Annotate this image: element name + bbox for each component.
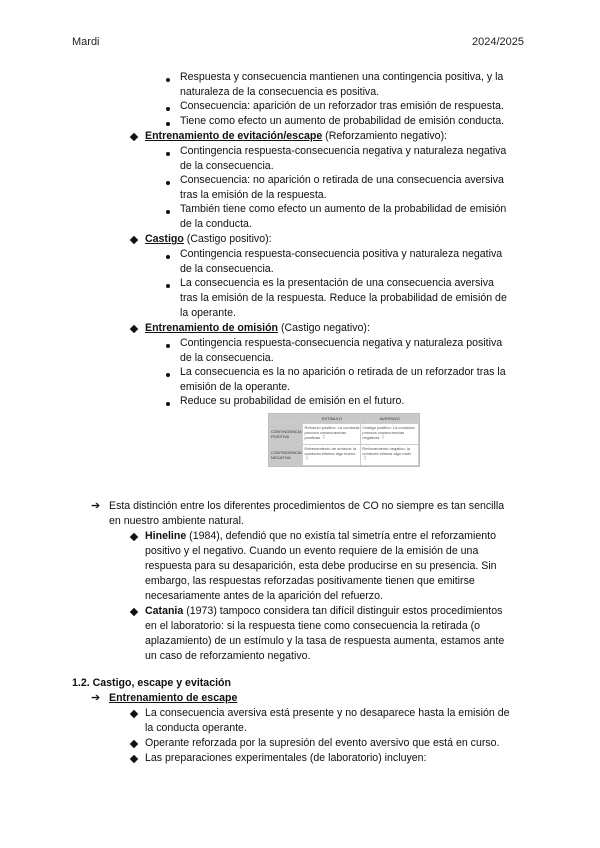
text-line: Consecuencia: aparición de un reforzador tras emisión de respuesta. — [180, 100, 504, 112]
fig-cell — [303, 445, 361, 466]
arrow-up-icon: ⇧ — [362, 456, 368, 462]
text-span: (1973) tampoco considera tan difícil distinguir estos procedimientos — [183, 605, 503, 617]
diamond-bullet-icon — [130, 755, 138, 763]
heading-castigo — [145, 232, 272, 247]
text-line: de la conducta. — [180, 218, 252, 230]
bullet-dot — [166, 255, 170, 259]
bullet-dot — [166, 284, 170, 288]
section-title: 1.2. Castigo, escape y evitación — [72, 677, 231, 689]
text-line: la operante. — [180, 307, 236, 319]
fig-col-header: ESTÍMULO — [303, 415, 361, 424]
bullet-dot — [166, 210, 170, 214]
bullet-dot — [166, 78, 170, 82]
fig-cell — [361, 445, 419, 466]
heading-evitacion — [145, 129, 447, 144]
heading-omision-rest: (Castigo negativo): — [278, 322, 370, 334]
fig-row-header: CONTINGENCIA POSITIVA — [270, 424, 303, 445]
bullet-dot — [166, 373, 170, 377]
bullet-dot — [166, 107, 170, 111]
fig-cell-text: Entrenamiento de omisión: la conducta elimina algo bueno — [304, 446, 357, 456]
heading-evitacion-rest: (Reforzamiento negativo): — [322, 130, 448, 142]
fig-cell-text: Reforzamiento negativo: la conducta elimina algo malo — [362, 446, 411, 456]
text-line: La consecuencia es la presentación de una consecuencia aversiva — [180, 277, 494, 289]
heading-castigo-title: Castigo — [145, 233, 184, 245]
diamond-bullet-icon — [130, 740, 138, 748]
text-line: Operante reforzada por la supresión del evento aversivo que está en curso. — [145, 737, 500, 749]
text-line: necesariamente antes de la aparición del refuerzo. — [145, 590, 383, 602]
header-left: Mardi — [72, 36, 100, 48]
text-line: emisión de la operante. — [180, 381, 291, 393]
text-line: Contingencia respuesta-consecuencia positiva y naturaleza negativa — [180, 248, 503, 260]
text-line: de la consecuencia. — [180, 263, 274, 275]
text-line: en nuestro ambiente natural. — [109, 515, 244, 527]
text-line: respuesta para su desaparición, esta debe producirse en su presencia. Sin — [145, 560, 497, 572]
text-line: de la consecuencia. — [180, 352, 274, 364]
arrow-up-icon: ⇧ — [321, 435, 327, 441]
diamond-bullet-icon — [130, 608, 138, 616]
text-span: (1984), defendió que no existía tal simetría entre el reforzamiento — [186, 530, 496, 542]
text-line: de la consecuencia. — [180, 160, 274, 172]
heading-evitacion-title: Entrenamiento de evitación/escape — [145, 130, 323, 142]
heading-omision — [145, 321, 370, 336]
bullet-dot — [166, 344, 170, 348]
text-line: Contingencia respuesta-consecuencia negativa y naturaleza positiva — [180, 337, 503, 349]
arrow-down-icon: ⇩ — [380, 435, 386, 441]
text-line: La consecuencia es la no aparición o retirada de un reforzador tras la — [180, 366, 506, 378]
hineline-line — [145, 529, 496, 544]
summary-table-figure — [268, 413, 420, 467]
diamond-bullet-icon — [130, 236, 138, 244]
text-line: Consecuencia: no aparición o retirada de una consecuencia aversiva — [180, 174, 504, 186]
diamond-bullet-icon — [130, 710, 138, 718]
text-line: un caso de reforzamiento negativo. — [145, 650, 311, 662]
text-line: tras la emisión de la respuesta. — [180, 189, 327, 201]
text-line: naturaleza de la consecuencia es positiva. — [180, 86, 380, 98]
text-line: aplazamiento) de un estímulo y la tasa de respuesta aumenta, estamos ante — [145, 635, 505, 647]
author-hineline: Hineline — [145, 530, 187, 542]
arrow-down-icon: ⇩ — [304, 456, 310, 462]
text-line: La consecuencia aversiva está presente y no desaparece hasta la emisión de — [145, 707, 510, 719]
bullet-dot — [166, 122, 170, 126]
text-line: Tiene como efecto un aumento de probabilidad de emisión conducta. — [180, 115, 505, 127]
diamond-bullet-icon — [130, 325, 138, 333]
fig-corner — [270, 415, 303, 424]
heading-castigo-rest: (Castigo positivo): — [183, 233, 272, 245]
text-line: positivo y el negativo. Cuando un evento requiere de la emisión de una — [145, 545, 479, 557]
arrow-right-icon: ➔ — [91, 692, 101, 704]
text-line: Las preparaciones experimentales (de laboratorio) incluyen: — [145, 752, 427, 764]
text-line: en el laboratorio: si la respuesta tiene como consecuencia la retirada (o — [145, 620, 481, 632]
diamond-bullet-icon — [130, 133, 138, 141]
fig-cell-text: Refuerzo positivo: La conducta provoca consecuencias positivas — [304, 425, 360, 440]
bullet-dot — [166, 402, 170, 406]
fig-cell — [303, 424, 361, 445]
heading-omision-title: Entrenamiento de omisión — [145, 322, 279, 334]
bullet-dot — [166, 152, 170, 156]
fig-cell-text: Castigo positivo: La conducta provoca consecuencias negativas — [362, 425, 415, 440]
text-line: Reduce su probabilidad de emisión en el futuro. — [180, 395, 405, 407]
text-line: También tiene como efecto un aumento de la probabilidad de emisión — [180, 203, 507, 215]
catania-line — [145, 604, 502, 619]
bullet-dot — [166, 181, 170, 185]
author-catania: Catania — [145, 605, 184, 617]
arrow-right-icon: ➔ — [91, 500, 101, 512]
text-line: embargo, las respuestas reforzadas positivamente tienen que emitirse — [145, 575, 475, 587]
text-line: tras la emisión de la respuesta. Reduce la probabilidad de emisión de — [180, 292, 507, 304]
fig-col-header: AVERSIVO — [361, 415, 419, 424]
diamond-bullet-icon — [130, 533, 138, 541]
header-right: 2024/2025 — [472, 36, 524, 48]
fig-cell — [361, 424, 419, 445]
text-line: Esta distinción entre los diferentes procedimientos de CO no siempre es tan sencilla — [109, 500, 505, 512]
fig-row-header: CONTINGENCIA NEGATIVA — [270, 445, 303, 466]
text-line: la conducta operante. — [145, 722, 247, 734]
subsection-title: Entrenamiento de escape — [109, 692, 238, 704]
text-line: Contingencia respuesta-consecuencia negativa y naturaleza negativa — [180, 145, 507, 157]
text-line: Respuesta y consecuencia mantienen una contingencia positiva, y la — [180, 71, 504, 83]
